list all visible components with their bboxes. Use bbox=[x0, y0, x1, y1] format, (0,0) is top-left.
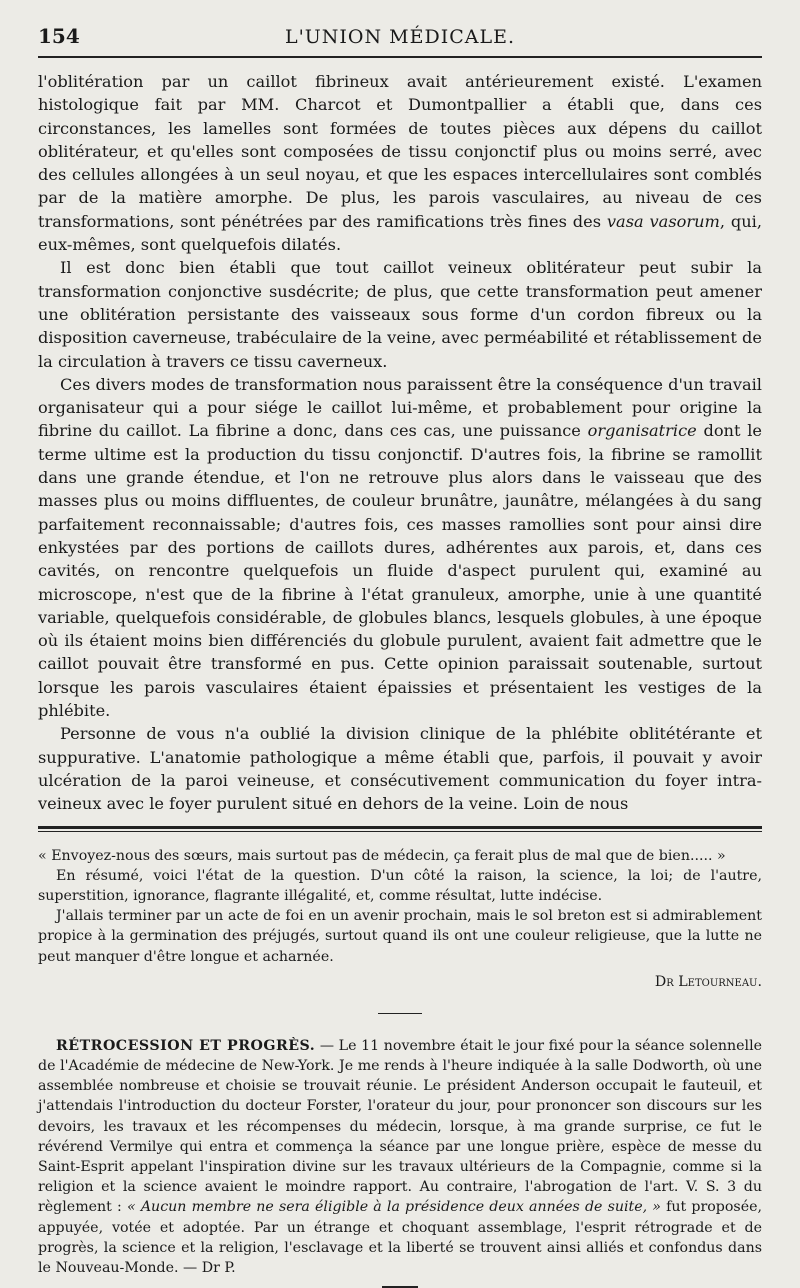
paragraph-2: Il est donc bien établi que tout caillot veineux oblitérateur peut subir la transformation conjonctive susdécrite; de plus, que cette transformation peut amener une oblitération persistante des vaisseaux sous forme d'un cordon fibreux ou la disposition caverneuse, trabéculaire de la veine, avec perméabilité et rétablissement de la circulation à travers ce tissu caverneux. bbox=[38, 258, 762, 371]
paragraph-1: l'oblitération par un caillot fibrineux avait antérieurement existé. L'examen histologique fait par MM. Charcot et Dumontpallier a établi que, dans ces circonstances, les lamelles sont formées de toutes pièces aux dépens du caillot oblitérateur, et qu'elles sont composées de tissu conjonctif plus ou moins serré, avec des cellules allongées à un seul noyau, et que les espaces intercellulaires sont comblés par de la matière amorphe. De plus, les parois vasculaires, au niveau de ces transformations, sont pénétrées par des ramifications très fines des vasa vasorum, qui, eux-mêmes, sont quelquefois dilatés. bbox=[38, 72, 763, 255]
italic-quote: « Aucun membre ne sera éligible à la présidence deux années de suite, » bbox=[126, 1199, 661, 1216]
feuilleton-paragraph: J'allais terminer par un acte de foi en un avenir prochain, mais le sol breton est si admirablement propice à la germination des préjugés, surtout quand ils ont une couleur religieuse, que la lutte ne peut manquer d'être longue et acharnée. bbox=[38, 908, 762, 965]
feuilleton-separator bbox=[38, 826, 762, 832]
page-number: 154 bbox=[38, 24, 80, 48]
feuilleton bbox=[38, 846, 762, 1288]
page-header bbox=[38, 24, 762, 58]
feuilleton-paragraph: En résumé, voici l'état de la question. D'un côté la raison, la science, la loi; de l'autre, superstition, ignorance, flagrante illégalité, et, comme résultat, lutte indécise. bbox=[38, 867, 762, 904]
feuilleton-quote: « Envoyez-nous des sœurs, mais surtout pas de médecin, ça ferait plus de mal que de bien..... » bbox=[38, 847, 726, 864]
main-text bbox=[38, 70, 762, 816]
italic-term: vasa vasorum bbox=[606, 211, 720, 231]
paragraph-4: Personne de vous n'a oublié la division clinique de la phlébite oblitétérante et suppurative. L'anatomie pathologique a même établi que, parfois, il pouvait y avoir ulcération de la paroi veineuse, et consécutivement communication du foyer intra-veineux avec le foyer purulent situé en dehors de la veine. Loin de nous bbox=[38, 724, 762, 814]
section-divider bbox=[378, 1013, 422, 1014]
feuilleton-article: RÉTROCESSION ET PROGRÈS. — Le 11 novembre était le jour fixé pour la séance solennelle de l'Académie de médecine de New-York. Je me rends à l'heure indiquée à la salle Dodworth, où une assemblée nombreuse et choisie se trouvait réunie. Le président Anderson occupait le fauteuil, et j'attendais l'introduction du docteur Forster, l'orateur du jour, pour prononcer son discours sur les devoirs, les travaux et les récompenses du médecin, lorsque, à ma grande surprise, ce fut le révérend Vermilye qui entra et commença la séance par une longue prière, espèce de messe du Saint-Esprit appelant l'inspiration divine sur les travaux ultérieurs de la Compagnie, comme si la religion et la science avaient le moindre rapport. Au contraire, l'abrogation de l'art. V. S. 3 du règlement : « Aucun membre ne sera éligible à la présidence deux années de suite, » fut proposée, appuyée, votée et adoptée. Par un étrange et choquant assemblage, l'esprit rétrograde et de progrès, la science et la religion, l'esclavage et la liberté se trouvent ainsi alliés et confondus dans le Nouveau-Monde. — Dr P. bbox=[38, 1037, 763, 1276]
paragraph-3: Ces divers modes de transformation nous paraissent être la conséquence d'un travail organisateur qui a pour siége le caillot lui-même, et probablement pour origine la fibrine du caillot. La fibrine a donc, dans ces cas, une puissance organisatrice dont le terme ultime est la production du tissu conjonctif. D'autres fois, la fibrine se ramollit dans une grande étendue, et l'on ne retrouve plus alors dans le vaisseau que des masses plus ou moins diffluentes, de couleur brunâtre, jaunâtre, mélangées à du sang parfaitement reconnaissable; d'autres fois, ces masses ramollies sont pour ainsi dire enkystées par des portions de caillots dures, adhérentes aux parois, et, dans ces cavités, on rencontre quelquefois un fluide d'aspect purulent qui, examiné au microscope, n'est que de la fibrine à l'état granuleux, amorphe, unie à une quantité variable, quelquefois considérable, de globules blancs, lesquels globules, à une époque où ils étaient moins bien différenciés du globule purulent, avaient fait admettre que le caillot pouvait être transformé en pus. Cette opinion paraissait soutenable, surtout lorsque les parois vasculaires étaient épaissies et présentaient les vestiges de la phlébite. bbox=[38, 374, 762, 721]
italic-term: organisatrice bbox=[587, 421, 697, 441]
signature: Dr Letourneau. bbox=[654, 973, 762, 990]
running-head: L'UNION MÉDICALE. bbox=[284, 26, 516, 48]
article-title: RÉTROCESSION ET PROGRÈS. bbox=[56, 1037, 316, 1054]
